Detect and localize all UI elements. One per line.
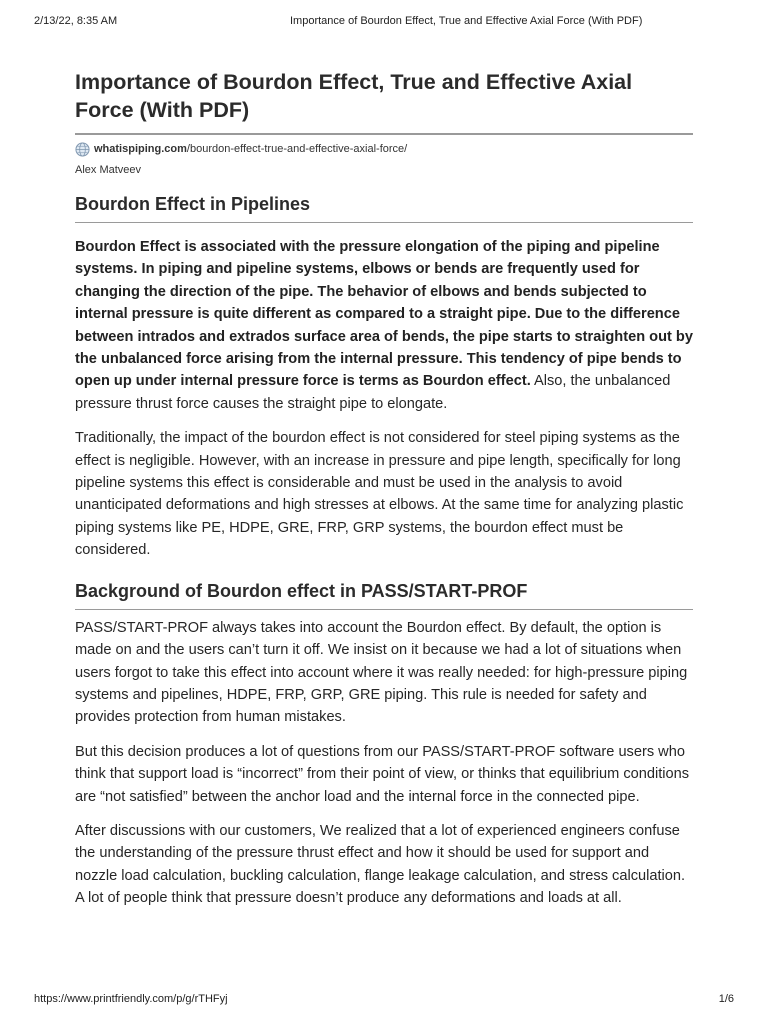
print-datetime: 2/13/22, 8:35 AM xyxy=(34,15,118,27)
paragraph: PASS/START-PROF always takes into account the Bourdon effect. By default, the option is made on and the users can’t turn it off. We insist on it because we had a lot of situations when users forgot to take this effect into account where it was really needed: for high-pressure piping systems and pipelines, HDPE, FRP, GRP, GRE piping. This rule is needed for safety and provides protection from human mistakes. xyxy=(75,619,688,726)
print-header xyxy=(34,15,734,29)
source-domain-link[interactable]: whatispiping.com xyxy=(94,143,187,155)
globe-icon xyxy=(75,142,90,157)
section-heading-bourdon-effect: Bourdon Effect in Pipelines xyxy=(75,193,693,223)
source-path-link[interactable]: /bourdon-effect-true-and-effective-axial-force/ xyxy=(186,143,408,155)
article-title: Importance of Bourdon Effect, True and Effective Axial Force (With PDF) xyxy=(75,68,693,135)
paragraph-text: Also, the unbalanced pressure thrust force causes the straight pipe to elongate. xyxy=(75,373,671,412)
bold-lead-text: Bourdon Effect is associated with the pressure elongation of the piping and pipeline systems. In piping and pipeline systems, elbows or bends are frequently used for changing the direction of the pipe. The behavior of elbows and bends subjected to internal pressure is quite different as compared to a straight pipe. Due to the difference between intrados and extrados surface area of bends, the pipe starts to straighten out by the unbalanced force arising from the internal pressure. This tendency of pipe bends to open up under internal pressure force is terms as Bourdon effect. xyxy=(75,239,693,390)
paragraph: After discussions with our customers, We realized that a lot of experienced engineers confuse the understanding of the pressure thrust effect and how it should be used for support and nozzle load calculation, buckling calculation, flange leakage calculation, and stress calculation. A lot of people think that pressure doesn’t produce any deformations and loads at all. xyxy=(75,822,686,907)
paragraph: But this decision produces a lot of questions from our PASS/START-PROF software users who think that support load is “incorrect” from their point of view, or thinks that equilibrium conditions are “not satisfied” between the anchor load and the internal force in the connected pipe. xyxy=(75,743,690,805)
print-url: https://www.printfriendly.com/p/g/rTHFyj xyxy=(34,993,228,1005)
paragraph xyxy=(75,236,693,415)
source-line xyxy=(75,141,693,157)
print-footer xyxy=(34,993,734,1007)
page-number: 1/6 xyxy=(718,993,734,1005)
article xyxy=(75,68,693,910)
author-name: Alex Matveev xyxy=(75,164,142,176)
print-page-title: Importance of Bourdon Effect, True and Effective Axial Force (With PDF) xyxy=(290,15,643,27)
section-heading-background: Background of Bourdon effect in PASS/START-PROF xyxy=(75,580,693,610)
paragraph: Traditionally, the impact of the bourdon effect is not considered for steel piping systems as the effect is negligible. However, with an increase in pressure and pipe length, specifically for long pipeline systems this effect is considerable and must be used in the analysis to avoid unanticipated deformations and high stresses at elbows. At the same time for analyzing plastic piping systems like PE, HDPE, GRE, FRP, GRP systems, the bourdon effect must be considered. xyxy=(75,430,684,559)
